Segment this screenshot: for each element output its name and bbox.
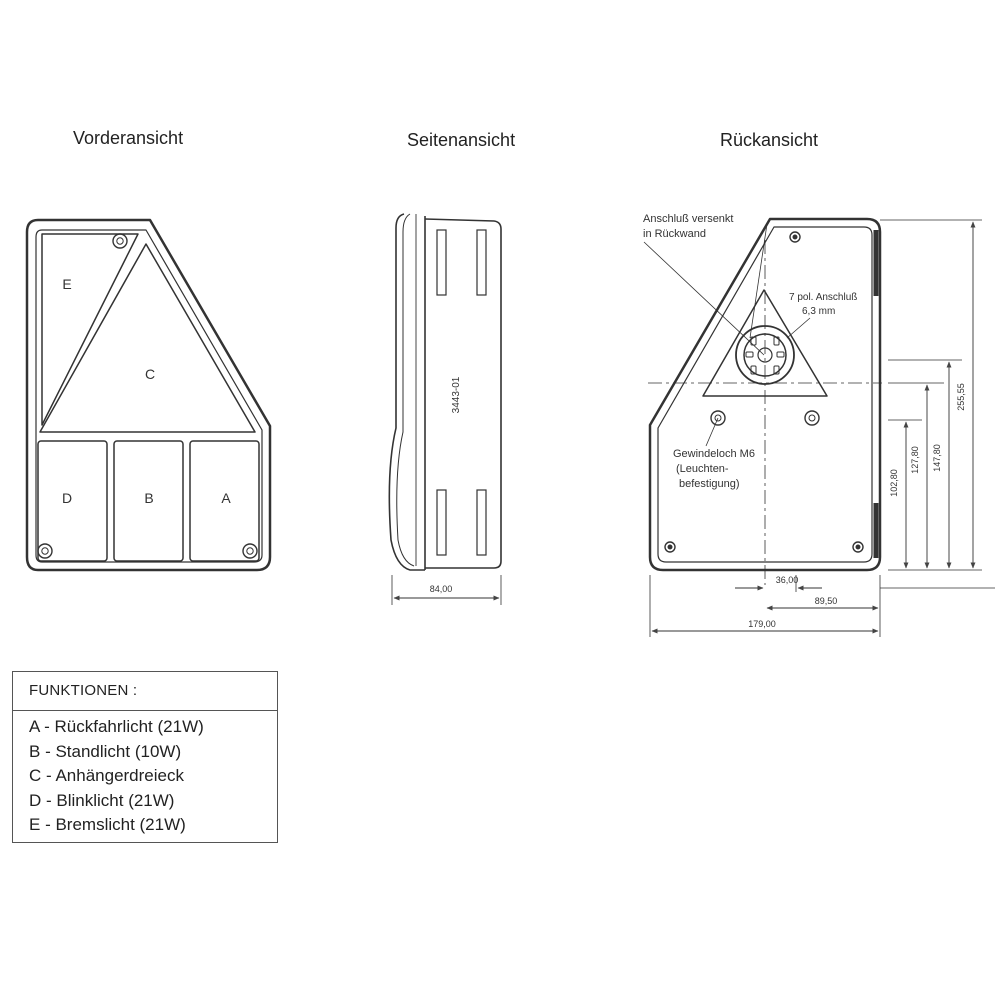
legend-item xyxy=(29,813,277,838)
note-plug-line1: 7 pol. Anschluß xyxy=(789,292,858,303)
zone-e-outline xyxy=(42,234,138,425)
part-number: 3443-01 xyxy=(451,376,462,414)
zone-label-d: D xyxy=(61,490,73,506)
legend-text: - Blinklicht (21W) xyxy=(41,791,174,810)
legend-code: A xyxy=(29,717,40,736)
legend-text: - Rückfahrlicht (21W) xyxy=(39,717,203,736)
legend-code: B xyxy=(29,741,41,761)
note-plug-line2: 6,3 mm xyxy=(802,306,836,317)
legend-item xyxy=(29,789,277,814)
note-thread-line1: Gewindeloch M6 xyxy=(673,448,755,460)
zone-label-a: A xyxy=(221,490,231,506)
legend-text: - Standlicht (10W) xyxy=(40,742,181,761)
front-view-title: Vorderansicht xyxy=(73,128,184,148)
legend-list xyxy=(13,711,277,838)
dim-depth-label: 84,00 xyxy=(429,584,453,594)
dim-179-label: 179,00 xyxy=(748,619,776,629)
side-view xyxy=(389,214,501,605)
legend-item xyxy=(29,764,277,789)
side-rib xyxy=(437,490,446,555)
leader-line xyxy=(787,318,810,338)
note-connection-line1: Anschluß versenkt xyxy=(643,213,734,225)
functions-legend xyxy=(12,671,278,843)
side-lens-profile xyxy=(389,214,425,570)
dim-255-label: 255,55 xyxy=(956,383,966,411)
screw-icon xyxy=(853,542,863,552)
legend-item xyxy=(29,715,277,740)
dim-102-label: 102,80 xyxy=(889,469,899,497)
zone-c-triangle xyxy=(40,244,255,432)
legend-code: E xyxy=(29,815,41,834)
legend-item xyxy=(29,740,277,765)
side-lens-inner xyxy=(397,214,414,566)
screw-icon xyxy=(790,232,800,242)
note-thread-line3: befestigung) xyxy=(679,478,740,490)
dim-127-label: 127,80 xyxy=(910,446,920,474)
front-view xyxy=(27,220,270,570)
screw-icon xyxy=(243,544,257,558)
screw-icon xyxy=(665,542,675,552)
thread-hole-icon xyxy=(805,411,819,425)
side-rib xyxy=(477,230,486,295)
screw-icon xyxy=(113,234,127,248)
note-thread-line2: (Leuchten- xyxy=(676,463,729,475)
dim-36-label: 36,00 xyxy=(775,575,799,585)
legend-code: C xyxy=(29,766,42,785)
legend-text: - Anhängerdreieck xyxy=(41,766,184,785)
dim-89-label: 89,50 xyxy=(814,596,838,606)
side-view-title: Seitenansicht xyxy=(407,130,516,150)
legend-heading: FUNKTIONEN : xyxy=(13,672,277,711)
zone-label-c: C xyxy=(144,366,156,382)
note-connection-line2: in Rückwand xyxy=(643,228,706,240)
zone-d-box xyxy=(38,441,107,561)
legend-text: - Bremslicht (21W) xyxy=(40,815,185,834)
side-rib xyxy=(437,230,446,295)
legend-code: D xyxy=(29,790,42,810)
back-view xyxy=(644,219,995,637)
zone-label-e: E xyxy=(62,276,72,292)
zone-label-b: B xyxy=(144,490,154,506)
side-body xyxy=(425,219,501,568)
screw-icon xyxy=(38,544,52,558)
back-view-title: Rückansicht xyxy=(720,130,819,150)
side-rib xyxy=(477,490,486,555)
dim-147-label: 147,80 xyxy=(932,444,942,472)
